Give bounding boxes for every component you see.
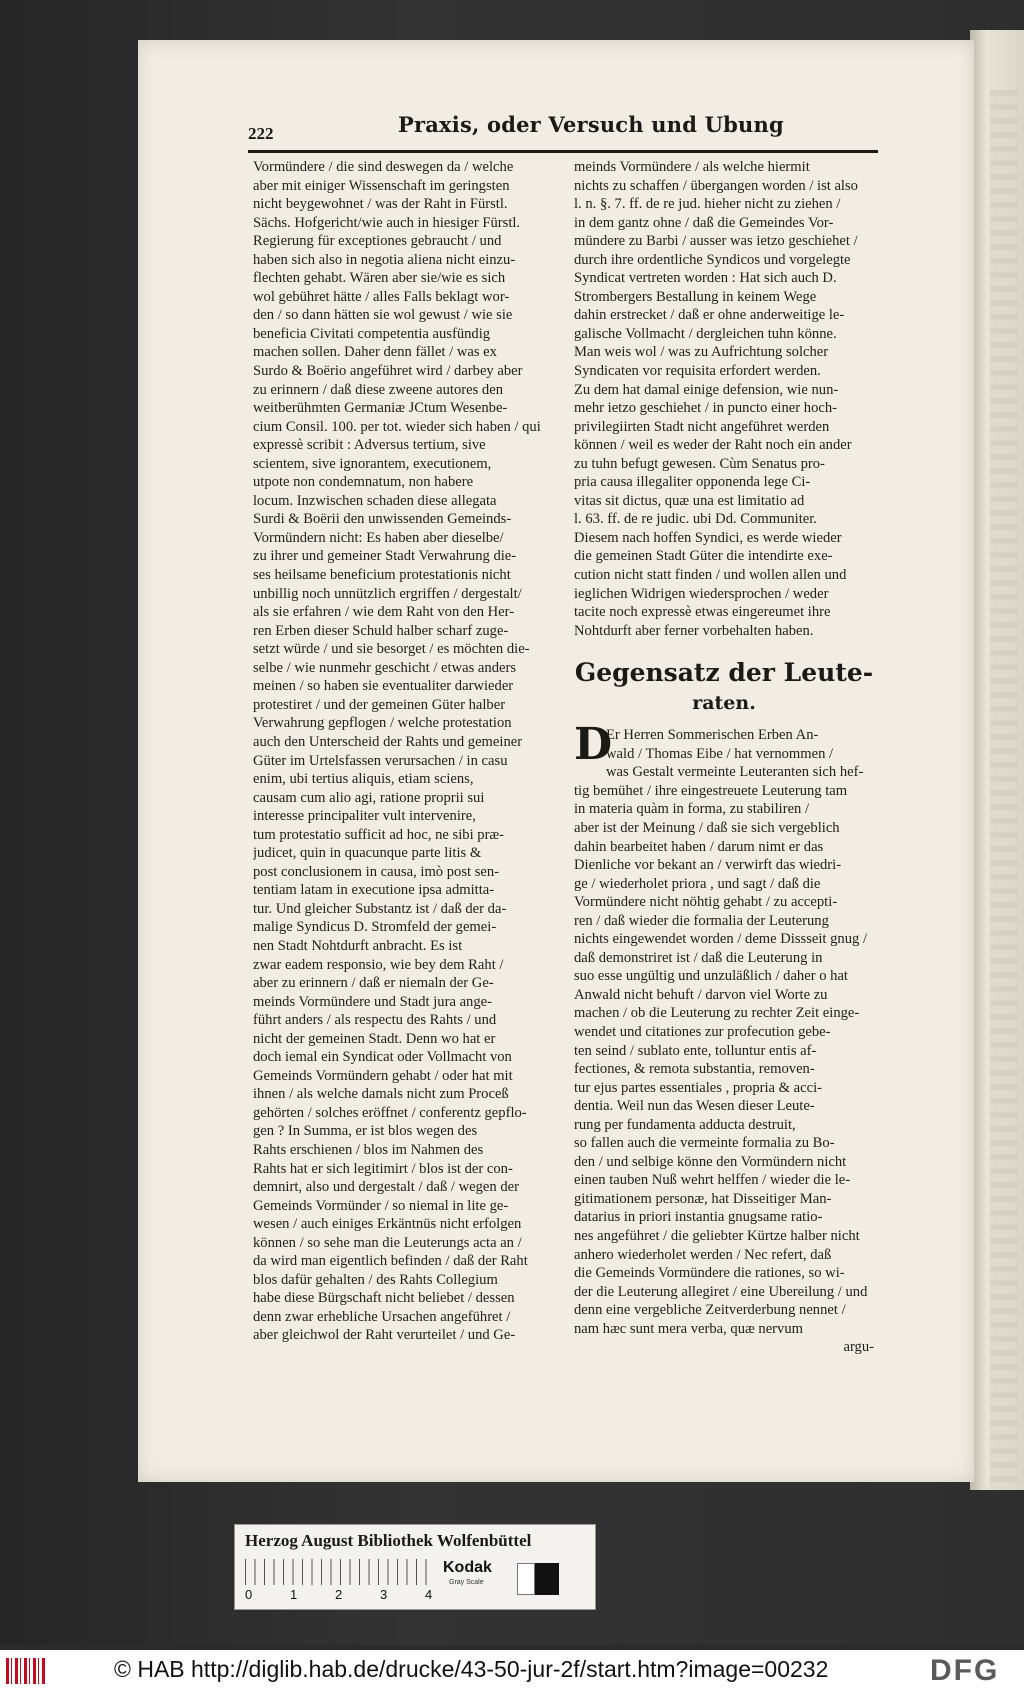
text-line: interesse principaliter vult intervenire, bbox=[253, 808, 476, 825]
text-line: in materia quàm in forma, zu stabiliren / bbox=[574, 801, 810, 818]
text-line: tum protestatio sufficit ad hoc, ne sibi præ- bbox=[253, 826, 505, 843]
text-line: nam hæc sunt mera verba, quæ nervum bbox=[574, 1320, 803, 1337]
text-line: pria causa illegaliter opponenda lege Ci- bbox=[574, 474, 811, 491]
text-line: ten seind / sublato ente, tolluntur entis af- bbox=[574, 1042, 817, 1059]
text-line: Vormündere nicht nöhtig gehabt / zu accepti- bbox=[574, 894, 838, 911]
text-line: mehr ietzo geschiehet / in puncto einer hoch- bbox=[574, 400, 837, 417]
text-line: durch ihre ordentliche Syndicos und vorgelegte bbox=[574, 251, 851, 268]
text-line: Surdi & Boërii den unwissenden Gemeinds- bbox=[253, 511, 512, 528]
library-reference-card bbox=[234, 1524, 596, 1610]
text-line: suo esse ungültig und unzuläßlich / daher o hat bbox=[574, 968, 848, 985]
header-rule bbox=[248, 150, 878, 153]
text-line: galische Vollmacht / dergleichen tuhn könne. bbox=[574, 325, 837, 342]
text-line: können / so sehe man die Leuterungs acta an / bbox=[253, 1234, 522, 1251]
text-line: Vormündere / die sind deswegen da / welche bbox=[253, 159, 514, 175]
text-line: setzt würde / und sie besorget / es möchten die- bbox=[253, 641, 530, 658]
kodak-brand: Kodak bbox=[443, 1559, 492, 1576]
footer-link[interactable]: © HAB http://diglib.hab.de/drucke/43-50-jur-2f/start.htm?image=00232 bbox=[114, 1656, 829, 1682]
text-line: habe diese Bürgschaft nicht beliebet / dessen bbox=[253, 1290, 515, 1307]
book-page bbox=[138, 40, 974, 1482]
text-line: können / weil es weder der Raht noch ein ander bbox=[574, 437, 852, 454]
running-title: Praxis, oder Versuch und Ubung bbox=[398, 112, 784, 137]
text-line: gitimationem personæ, hat Disseitiger Man- bbox=[574, 1190, 832, 1207]
text-line: vitas sit dictus, quæ una est limitatio ad bbox=[574, 492, 805, 509]
text-line: Güter im Urtelsfassen verursachen / in casu bbox=[253, 752, 508, 769]
text-line: dentia. Weil nun das Wesen dieser Leute- bbox=[574, 1098, 815, 1115]
text-line: Man weis wol / was zu Aufrichtung solcher bbox=[574, 344, 829, 361]
text-line: causam cum alio agi, ratione proprii sui bbox=[253, 789, 485, 806]
text-line: beneficia Civitati competentia ausfündig bbox=[253, 325, 491, 342]
text-line: zu ihrer und gemeiner Stadt Verwahrung die- bbox=[253, 548, 517, 565]
text-line: Surdo & Boërio angeführet wird / darbey aber bbox=[253, 363, 523, 380]
text-line: nen Stadt Nohtdurft anbracht. Es ist bbox=[253, 937, 463, 954]
text-line: nicht der gemeinen Stadt. Denn wo hat er bbox=[253, 1030, 496, 1047]
text-line: Er Herren Sommerischen Erben An- bbox=[606, 727, 819, 744]
barcode-icon bbox=[6, 1658, 46, 1684]
text-line: was Gestalt vermeinte Leuteranten sich hef- bbox=[606, 764, 864, 781]
text-line: wald / Thomas Eibe / hat vernommen / bbox=[606, 745, 834, 762]
text-line: daß demonstriret ist / daß die Leuterung in bbox=[574, 949, 823, 966]
text-line: doch iemal ein Syndicat oder Vollmacht von bbox=[253, 1049, 512, 1066]
text-line: anhero wiederholet werden / Nec refert, daß bbox=[574, 1246, 832, 1263]
text-line: fectiones, & remota substantia, removen- bbox=[574, 1061, 815, 1078]
ruler-number: 4 bbox=[425, 1587, 433, 1602]
text-line: tacite noch expressè etwas eingereumet ihre bbox=[574, 604, 831, 621]
text-line: tur. Und gleicher Substantz ist / daß der da- bbox=[253, 900, 507, 917]
text-line: einen tauben Nuß wehrt helffen / wieder die le- bbox=[574, 1172, 851, 1189]
text-line: denn zwar erhebliche Ursachen angeführet / bbox=[253, 1308, 511, 1325]
text-line: aber zu erinnern / daß er niemaln der Ge- bbox=[253, 975, 494, 992]
text-line: als sie erfahren / wie dem Raht von den Her- bbox=[253, 604, 515, 621]
text-line: tig bemühet / ihre eingestreuete Leuterung tam bbox=[574, 782, 848, 799]
text-line: Verwahrung gepflogen / welche protestation bbox=[253, 715, 512, 732]
text-line: den / so dann hätten sie wol gewust / wie sie bbox=[253, 307, 513, 324]
catchword: argu- bbox=[843, 1339, 874, 1356]
footer-bar bbox=[0, 1650, 1024, 1690]
text-line: Gemeinds Vormündern gehabt / oder hat mit bbox=[253, 1067, 513, 1084]
text-line: wol gebühret hätte / alles Falls beklagt wor- bbox=[253, 288, 510, 305]
text-line: führt anders / als respectu des Rahts / und bbox=[253, 1012, 497, 1029]
text-line: auch den Unterscheid der Rahts und gemeiner bbox=[253, 733, 523, 750]
text-line: privilegiirten Stadt nicht angeführet werden bbox=[574, 418, 830, 435]
page-header bbox=[248, 112, 878, 148]
adjacent-page-edge bbox=[970, 30, 1024, 1490]
page-number: 222 bbox=[248, 124, 274, 143]
text-line: meinen / so haben sie eventualiter darwieder bbox=[253, 678, 514, 695]
text-line: meinds Vormündere / als welche hiermit bbox=[574, 159, 810, 175]
text-line: gen ? In Summa, er ist blos wegen des bbox=[253, 1123, 478, 1140]
text-line: nichts eingewendet worden / deme Dissseit gnug / bbox=[574, 931, 868, 948]
text-line: flechten gehabt. Wären aber sie/wie es sich bbox=[253, 270, 506, 287]
text-line: Syndicat vertreten worden : Hat sich auch D. bbox=[574, 270, 837, 287]
text-line: dahin bearbeitet haben / darum nimt er das bbox=[574, 838, 824, 855]
text-line: aber ist der Meinung / daß sie sich vergeblich bbox=[574, 819, 840, 836]
text-line: wesen / auch einiges Erkäntnüs nicht erfolgen bbox=[253, 1216, 522, 1233]
text-line: so fallen auch die vermeinte formalia zu Bo- bbox=[574, 1135, 835, 1152]
ruler-number: 1 bbox=[290, 1587, 298, 1602]
text-line: nes angeführet / die geliebter Kürtze halber nicht bbox=[574, 1227, 860, 1244]
text-line: ieglichen Widrigen wiedersprochen / weder bbox=[574, 585, 829, 602]
text-line: rung per fundamenta adducta destruit, bbox=[574, 1116, 796, 1133]
text-line: nichts zu schaffen / übergangen worden / ist also bbox=[574, 177, 858, 194]
scale-ruler bbox=[245, 1559, 435, 1585]
ruler-number: 3 bbox=[380, 1587, 388, 1602]
text-line: Anwald nicht behuft / darvon viel Worte zu bbox=[574, 986, 828, 1003]
text-line: locum. Inzwischen schaden diese allegata bbox=[253, 492, 497, 509]
text-line: wendet und citationes zur profecution gebe- bbox=[574, 1023, 831, 1040]
text-line: nicht beygewohnet / was der Raht in Fürstl. bbox=[253, 196, 508, 213]
text-line: der die Leuterung allegiret / eine Ubereilung / und bbox=[574, 1283, 868, 1300]
text-line: aber gleichwol der Raht verurteilet / und Ge- bbox=[253, 1327, 516, 1344]
text-line: ren Erben dieser Schuld halber scharf zuge- bbox=[253, 622, 509, 639]
text-line: zu tuhn befugt gewesen. Cùm Senatus pro- bbox=[574, 455, 825, 472]
text-line: dahin erstrecket / daß er ohne anderweitige le- bbox=[574, 307, 845, 324]
library-name: Herzog August Bibliothek Wolfenbüttel bbox=[245, 1531, 532, 1550]
right-column-bottom-block bbox=[574, 719, 874, 1338]
text-line: weitberühmten Germaniæ JCtum Wesenbe- bbox=[253, 400, 508, 417]
right-text-column bbox=[574, 158, 874, 1357]
text-line: ihnen / als welche damals nicht zum Proceß bbox=[253, 1086, 509, 1103]
text-line: mündere zu Barbi / ausser was ietzo geschiehet / bbox=[574, 233, 858, 250]
gray-scale-label: Gray Scale bbox=[449, 1579, 484, 1586]
dfg-logo: DFG bbox=[930, 1654, 1000, 1687]
text-line: Zu dem hat damal einige defension, wie nun- bbox=[574, 381, 839, 398]
text-line: judicet, quin in quacunque parte litis & bbox=[253, 845, 482, 862]
text-line: cution nicht statt finden / und wollen allen und bbox=[574, 567, 847, 584]
text-line: die gemeinen Stadt Güter die intendirte exe- bbox=[574, 548, 833, 565]
text-line: unbillig noch unnützlich ergriffen / dergestalt/ bbox=[253, 585, 522, 602]
text-line: ses heilsame beneficium protestationis nicht bbox=[253, 567, 511, 584]
text-line: demnirt, also und dergestalt / daß / wegen der bbox=[253, 1179, 519, 1196]
text-line: aber mit einiger Wissenschaft im geringsten bbox=[253, 177, 510, 194]
text-line: blos dafür gehalten / des Rahts Collegium bbox=[253, 1271, 498, 1288]
text-line: tur ejus partes essentiales , propria & acci- bbox=[574, 1079, 823, 1096]
text-line: die Gemeinds Vormündere die rationes, so wi- bbox=[574, 1265, 845, 1282]
gray-swatch-black bbox=[535, 1563, 559, 1595]
text-line: scientem, sive ignorantem, executionem, bbox=[253, 455, 492, 472]
text-line: datarius in priori instantia gnugsame ratio- bbox=[574, 1209, 823, 1226]
text-line: enim, ubi tertius aliquis, etiam sciens, bbox=[253, 771, 474, 788]
text-line: zwar eadem responsio, wie bey dem Raht / bbox=[253, 956, 504, 973]
text-line: l. n. §. 7. ff. de re jud. hieher nicht zu ziehen / bbox=[574, 196, 841, 213]
text-line: haben sich also in negotia aliena nicht einzu- bbox=[253, 251, 516, 268]
gray-swatch-white bbox=[517, 1563, 535, 1595]
text-line: Regierung für exceptiones gebraucht / und bbox=[253, 233, 502, 250]
text-line: ren / daß wieder die formalia der Leuterung bbox=[574, 912, 829, 929]
text-line: gehörten / solches eröffnet / conferentz gepflo- bbox=[253, 1104, 527, 1121]
text-line: ge / wiederholet priora , und sagt / daß die bbox=[574, 875, 821, 892]
text-line: Strombergers Bestallung in keinem Wege bbox=[574, 288, 817, 305]
text-line: Diesem nach hoffen Syndici, es werde wieder bbox=[574, 529, 842, 546]
ruler-number: 0 bbox=[245, 1587, 253, 1602]
text-line: in dem gantz ohne / daß die Gemeindes Vor- bbox=[574, 214, 834, 231]
text-line: Syndicaten vor requisita erfordert werden. bbox=[574, 363, 821, 380]
text-line: expressè scribit : Adversus tertium, sive bbox=[253, 437, 486, 454]
text-line: Rahts erschienen / blos im Nahmen des bbox=[253, 1141, 484, 1158]
text-line: Dienliche vor bekant an / verwirft das wiedri- bbox=[574, 857, 842, 874]
text-line: meinds Vormündere und Stadt jura ange- bbox=[253, 993, 492, 1010]
text-line: Rahts hat er sich legitimirt / blos ist der con- bbox=[253, 1160, 513, 1177]
text-line: zu erinnern / daß diese zweene autores den bbox=[253, 381, 504, 398]
text-line: den / und selbige könne den Vormündern nicht bbox=[574, 1153, 847, 1170]
right-column-bottom-text bbox=[574, 719, 874, 1338]
right-column-top-text bbox=[574, 158, 874, 640]
section-heading-continuation: raten. bbox=[692, 692, 756, 715]
text-line: Gemeinds Vormünder / so niemal in lite ge- bbox=[253, 1197, 509, 1214]
ruler-number: 2 bbox=[335, 1587, 343, 1602]
text-line: selbe / wie nunmehr geschicht / etwas anders bbox=[253, 659, 517, 676]
text-line: Nohtdurft aber ferner vorbehalten haben. bbox=[574, 622, 814, 639]
text-line: machen sollen. Daher denn fället / was ex bbox=[253, 344, 497, 361]
text-line: malige Syndicus D. Stromfeld der gemei- bbox=[253, 919, 497, 936]
text-line: tentiam latam in executione ipsa admitta- bbox=[253, 882, 495, 899]
text-line: cium Consil. 100. per tot. wieder sich haben / qui bbox=[253, 418, 541, 435]
text-line: machen / ob die Leuterung zu rechter Zeit einge- bbox=[574, 1005, 860, 1022]
text-line: l. 63. ff. de re judic. ubi Dd. Communiter. bbox=[574, 511, 817, 528]
section-heading: Gegensatz der Leute- bbox=[574, 658, 874, 688]
text-line: Sächs. Hofgericht/wie auch in hiesiger Fürstl. bbox=[253, 214, 521, 231]
left-text-column bbox=[253, 158, 553, 1345]
text-line: da wird man eigentlich befinden / daß der Raht bbox=[253, 1253, 528, 1270]
text-line: Vormündern nicht: Es haben aber dieselbe/ bbox=[253, 529, 504, 546]
text-line: protestiret / und der gemeinen Güter halber bbox=[253, 696, 506, 713]
drop-cap: D bbox=[574, 719, 613, 771]
text-line: post conclusionem in causa, imò post sen- bbox=[253, 863, 500, 880]
text-line: utpote non condemnatum, non habere bbox=[253, 474, 474, 491]
text-line: denn eine vergebliche Zeitverderbung nennet / bbox=[574, 1302, 846, 1319]
